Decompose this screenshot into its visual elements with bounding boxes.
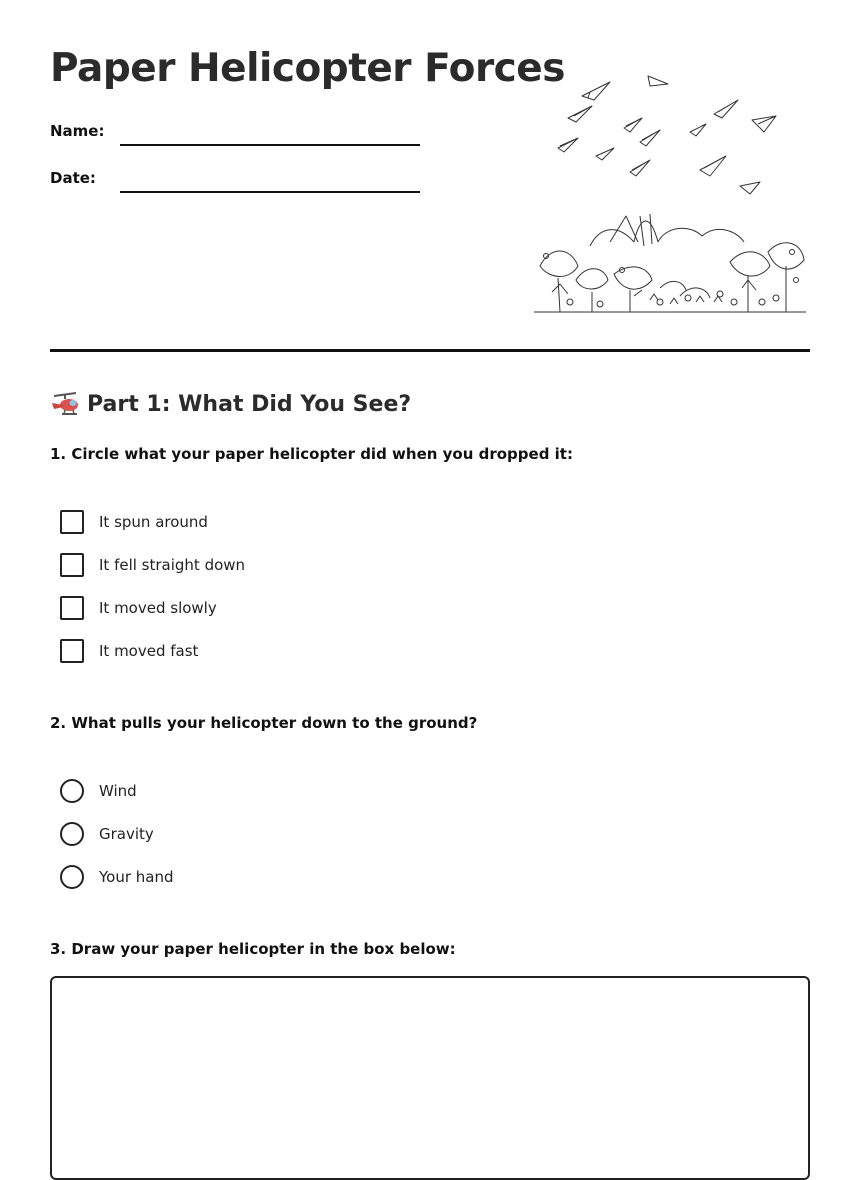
date-label: Date: <box>50 169 96 187</box>
drawing-box[interactable] <box>50 976 810 1180</box>
city-garden-skyline <box>534 214 806 312</box>
q2-option-gravity[interactable] <box>60 822 154 846</box>
radio-button[interactable] <box>60 822 84 846</box>
q1-option-spun-around[interactable] <box>60 510 208 534</box>
option-label: Gravity <box>99 825 154 843</box>
radio-button[interactable] <box>60 779 84 803</box>
name-input-line[interactable] <box>120 144 420 146</box>
name-label: Name: <box>50 122 105 140</box>
question-3: 3. Draw your paper helicopter in the box below: <box>50 940 456 958</box>
question-1: 1. Circle what your paper helicopter did when you dropped it: <box>50 445 573 463</box>
date-input-line[interactable] <box>120 191 420 193</box>
question-2: 2. What pulls your helicopter down to the ground? <box>50 714 478 732</box>
checkbox[interactable] <box>60 553 84 577</box>
option-label: It fell straight down <box>99 556 246 574</box>
checkbox[interactable] <box>60 596 84 620</box>
q2-option-your-hand[interactable] <box>60 865 174 889</box>
section-header-part1 <box>50 390 411 418</box>
checkbox[interactable] <box>60 510 84 534</box>
paper-plane-icon <box>558 76 776 194</box>
helicopter-icon <box>50 390 80 418</box>
option-label: It spun around <box>99 513 208 531</box>
section-divider <box>50 349 810 352</box>
q2-option-wind[interactable] <box>60 779 137 803</box>
date-field <box>50 169 420 187</box>
option-label: It moved fast <box>99 642 199 660</box>
q1-option-moved-fast[interactable] <box>60 639 198 663</box>
q1-option-moved-slowly[interactable] <box>60 596 217 620</box>
option-label: It moved slowly <box>99 599 217 617</box>
paper-planes-skyline-illustration <box>530 66 810 318</box>
option-label: Wind <box>99 782 137 800</box>
checkbox[interactable] <box>60 639 84 663</box>
option-label: Your hand <box>99 868 174 886</box>
name-field <box>50 122 420 140</box>
radio-button[interactable] <box>60 865 84 889</box>
q1-option-fell-straight-down[interactable] <box>60 553 245 577</box>
page-title: Paper Helicopter Forces <box>50 46 565 91</box>
section-heading: Part 1: What Did You See? <box>87 391 412 417</box>
